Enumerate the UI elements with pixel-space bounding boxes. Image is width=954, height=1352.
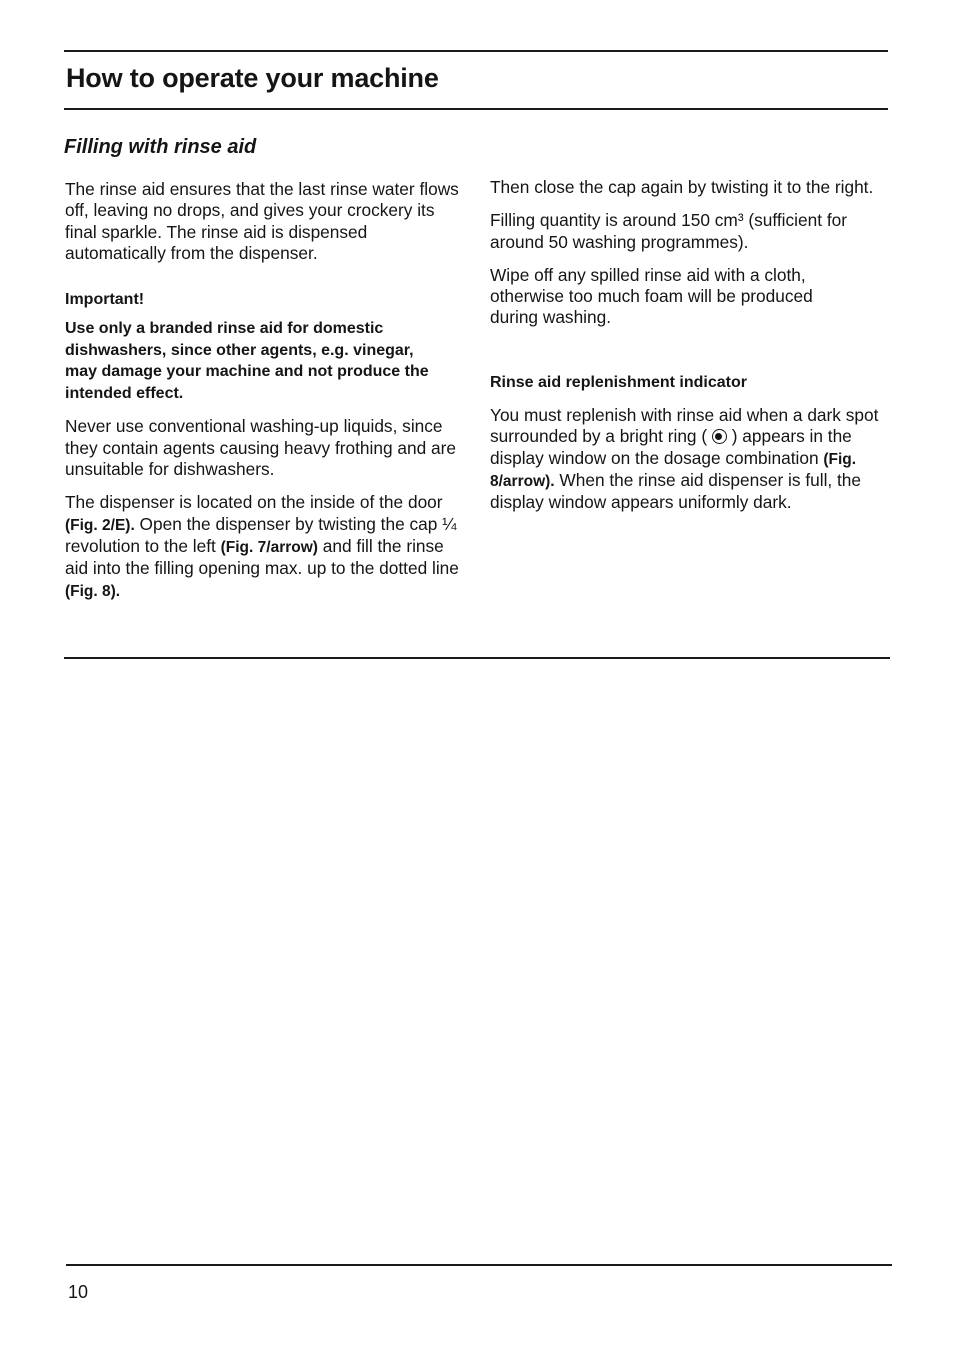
important-label: Important!: [65, 291, 145, 309]
figure-reference: (Fig. 2/E).: [65, 516, 135, 534]
top-rule: [64, 50, 888, 52]
dispenser-text-c: and fill the rinse aid into the filling opening max. up to the dotted line: [65, 535, 459, 579]
dispenser-text-a: The dispenser is located on the inside of the door: [65, 492, 443, 513]
close-cap-paragraph: Then close the cap again by twisting it to the right.: [490, 177, 874, 197]
indicator-text-c: When the rinse aid dispenser is full, the display window appears uniformly dark.: [490, 469, 862, 513]
never-use-paragraph: Never use conventional washing-up liquids, since they contain agents causing heavy frothing and are unsuitable for dishwashers.: [65, 416, 457, 480]
left-column: [65, 179, 470, 602]
section-end-rule: [64, 657, 890, 659]
filling-quantity-paragraph: Filling quantity is around 150 cm³ (sufficient for around 50 washing programmes).: [490, 210, 847, 252]
dispenser-paragraph: [65, 492, 470, 601]
dispenser-text-b: Open the dispenser by twisting the cap ¼ revolution to the left: [65, 513, 457, 556]
footer-rule: [66, 1264, 892, 1266]
right-column: [490, 177, 900, 514]
figure-reference: (Fig. 8/arrow).: [490, 450, 857, 490]
figure-reference: (Fig. 8).: [65, 582, 121, 600]
page-number: 10: [68, 1282, 89, 1302]
ring-with-dark-spot-icon: [712, 429, 727, 444]
section-heading: Filling with rinse aid: [64, 136, 257, 158]
figure-reference: (Fig. 7/arrow): [220, 538, 318, 556]
page-title: How to operate your machine: [66, 63, 439, 93]
wipe-paragraph: Wipe off any spilled rinse aid with a cloth, otherwise too much foam will be produced during washing.: [490, 264, 813, 328]
indicator-text-a: You must replenish with rinse aid when a dark spot surrounded by a bright ring (: [490, 405, 879, 447]
title-rule: [64, 108, 888, 110]
indicator-heading: Rinse aid replenishment indicator: [490, 373, 747, 391]
indicator-paragraph: [490, 405, 900, 513]
important-warning: Use only a branded rinse aid for domestic dishwashers, since other agents, e.g. vinegar, may damage your machine and not produce the intended effect.: [65, 320, 429, 402]
intro-paragraph: The rinse aid ensures that the last rinse water flows off, leaving no drops, and gives your crockery its final sparkle. The rinse aid is dispensed automatically from the dispenser.: [65, 179, 459, 263]
indicator-text-b: ) appears in the display window on the dosage combination: [490, 426, 852, 468]
